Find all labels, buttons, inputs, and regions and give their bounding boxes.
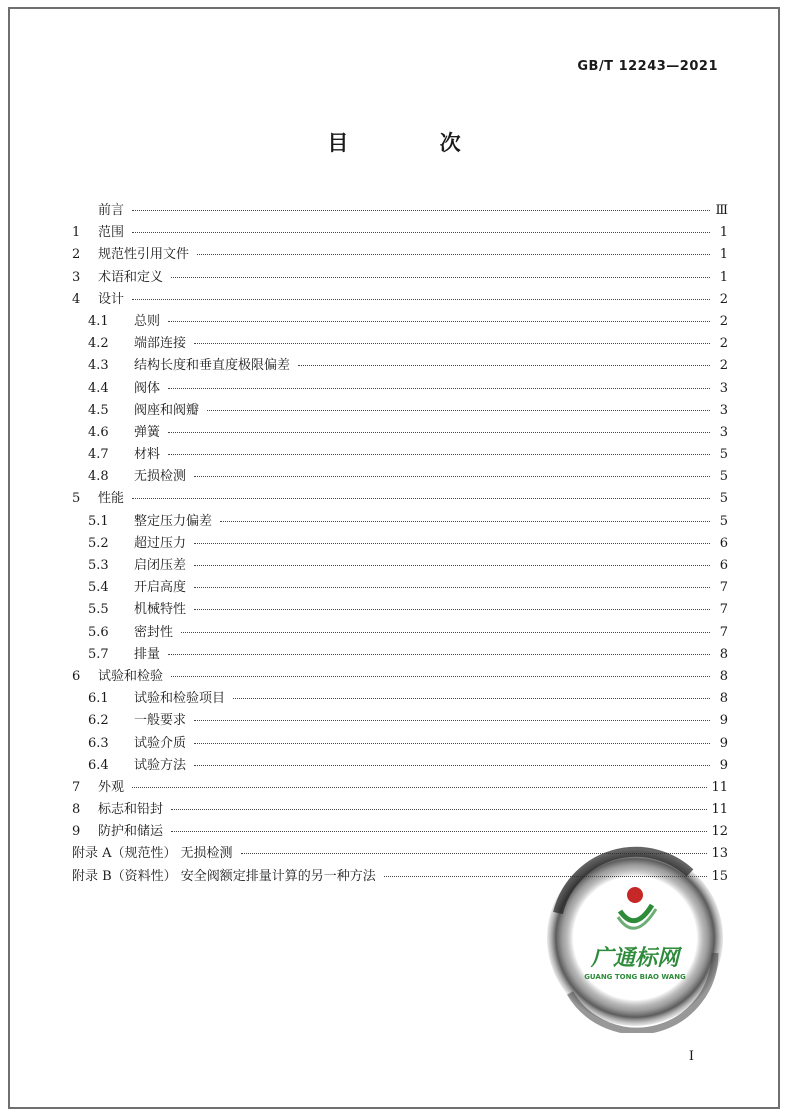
toc-entry-page: 5 bbox=[719, 491, 728, 507]
toc-entry-number: 5.7 bbox=[88, 646, 109, 662]
page-number: I bbox=[688, 1049, 694, 1064]
toc-entry[interactable] bbox=[72, 243, 728, 265]
toc-entry-page: 8 bbox=[719, 646, 728, 662]
toc-entry[interactable] bbox=[72, 643, 728, 665]
toc-dot-leader bbox=[132, 232, 710, 233]
toc-entry-number: 4 bbox=[72, 291, 81, 307]
toc-entry[interactable] bbox=[72, 732, 728, 754]
toc-entry[interactable] bbox=[72, 421, 728, 443]
toc-entry[interactable] bbox=[72, 665, 728, 687]
toc-entry-number: 4.1 bbox=[88, 313, 109, 329]
toc-dot-leader bbox=[168, 321, 710, 322]
toc-entry-number: 5.5 bbox=[88, 602, 109, 618]
watermark-stamp-logo bbox=[540, 843, 730, 1033]
toc-entry-page: 3 bbox=[719, 380, 728, 396]
toc-entry-title: 弹簧 bbox=[134, 424, 161, 440]
toc-entry[interactable] bbox=[72, 487, 728, 509]
toc-entry-title: 试验和检验 bbox=[98, 668, 164, 684]
toc-entry-title: 超过压力 bbox=[134, 535, 187, 551]
toc-entry-page: 2 bbox=[719, 336, 728, 352]
toc-entry-title: 试验和检验项目 bbox=[134, 691, 226, 707]
toc-entry-title: 前言 bbox=[98, 203, 125, 218]
toc-entry[interactable] bbox=[72, 576, 728, 598]
toc-entry-number: 5 bbox=[72, 491, 81, 507]
toc-entry-number: 4.4 bbox=[88, 380, 109, 396]
toc-entry-page: 2 bbox=[719, 313, 728, 329]
toc-entry-page: 9 bbox=[719, 757, 728, 773]
toc-entry-number: 4.8 bbox=[88, 469, 109, 485]
toc-entry-page: 2 bbox=[719, 358, 728, 374]
toc-entry-page: 3 bbox=[719, 424, 728, 440]
toc-entry-title: 机械特性 bbox=[134, 602, 187, 618]
toc-entry-title: 无损检测 bbox=[180, 846, 233, 862]
toc-entry[interactable] bbox=[72, 221, 728, 243]
toc-entry-title: 开启高度 bbox=[134, 580, 187, 596]
toc-entry-page: 5 bbox=[719, 513, 728, 529]
toc-entry-number: 6.1 bbox=[88, 691, 109, 707]
toc-dot-leader bbox=[194, 343, 710, 344]
toc-entry-page: 8 bbox=[719, 668, 728, 684]
toc-entry-number: 4.6 bbox=[88, 424, 109, 440]
toc-entry-page: 6 bbox=[719, 535, 728, 551]
toc-entry-title: 外观 bbox=[98, 779, 125, 795]
toc-entry-title: 总则 bbox=[134, 313, 161, 329]
toc-dot-leader bbox=[132, 498, 710, 499]
toc-entry-number: 1 bbox=[72, 225, 81, 241]
toc-entry-page: 7 bbox=[719, 624, 728, 640]
toc-dot-leader bbox=[220, 521, 710, 522]
toc-entry-page: 12 bbox=[711, 824, 728, 840]
toc-entry-page: 1 bbox=[719, 225, 728, 241]
toc-entry-number: 8 bbox=[72, 802, 81, 818]
toc-entry-number: 9 bbox=[72, 824, 81, 840]
toc-entry[interactable] bbox=[72, 687, 728, 709]
toc-dot-leader bbox=[171, 676, 710, 677]
toc-entry-number: 5.3 bbox=[88, 558, 109, 573]
toc-entry-page: 11 bbox=[711, 802, 728, 818]
toc-entry[interactable] bbox=[72, 754, 728, 776]
toc-entry-title: 标志和铅封 bbox=[98, 802, 164, 818]
toc-dot-leader bbox=[168, 432, 710, 433]
toc-dot-leader bbox=[194, 743, 710, 744]
toc-entry-page: Ⅲ bbox=[715, 203, 728, 218]
toc-entry[interactable] bbox=[72, 510, 728, 532]
toc-entry-number: 5.2 bbox=[88, 535, 109, 551]
toc-entry-title: 排量 bbox=[134, 646, 161, 662]
toc-entry-title: 试验介质 bbox=[134, 735, 187, 751]
toc-dot-leader bbox=[194, 543, 710, 544]
toc-entry-title: 防护和储运 bbox=[98, 824, 164, 840]
toc-entry[interactable] bbox=[72, 709, 728, 731]
toc-entry-title: 试验方法 bbox=[134, 757, 187, 773]
toc-entry-page: 6 bbox=[719, 558, 728, 573]
toc-entry[interactable] bbox=[72, 266, 728, 288]
toc-entry-number: 4.3 bbox=[88, 358, 109, 374]
toc-dot-leader bbox=[194, 476, 710, 477]
toc-entry-number: 5.6 bbox=[88, 624, 109, 640]
toc-entry-number: 5.1 bbox=[88, 513, 109, 529]
toc-dot-leader bbox=[194, 765, 710, 766]
toc-entry[interactable] bbox=[72, 798, 728, 820]
toc-entry[interactable] bbox=[72, 199, 728, 221]
toc-entry-number: 7 bbox=[72, 779, 81, 795]
toc-entry-title: 性能 bbox=[98, 491, 125, 507]
toc-entry-page: 11 bbox=[711, 779, 728, 795]
toc-entry-number: 4.2 bbox=[88, 336, 109, 352]
toc-dot-leader bbox=[197, 254, 710, 255]
toc-entry-title: 材料 bbox=[134, 447, 161, 463]
toc-entry-title: 范围 bbox=[98, 225, 125, 241]
toc-entry[interactable] bbox=[72, 820, 728, 842]
toc-entry-number: 6.2 bbox=[88, 713, 109, 729]
toc-entry-title: 端部连接 bbox=[134, 336, 187, 352]
toc-entry[interactable] bbox=[72, 554, 728, 576]
toc-entry-page: 3 bbox=[719, 402, 728, 418]
toc-dot-leader bbox=[194, 609, 710, 610]
toc-entry-number: 2 bbox=[72, 247, 81, 263]
toc-entry-page: 9 bbox=[719, 735, 728, 751]
toc-dot-leader bbox=[233, 698, 710, 699]
toc-entry-number: 5.4 bbox=[88, 580, 109, 596]
toc-entry-page: 7 bbox=[719, 602, 728, 618]
toc-entry-title: 阀座和阀瓣 bbox=[134, 402, 200, 418]
toc-dot-leader bbox=[171, 831, 707, 832]
toc-dot-leader bbox=[168, 454, 710, 455]
toc-entry-page: 8 bbox=[719, 691, 728, 707]
toc-dot-leader bbox=[181, 632, 710, 633]
toc-entry[interactable] bbox=[72, 532, 728, 554]
toc-entry-page: 7 bbox=[719, 580, 728, 596]
toc-entry[interactable] bbox=[72, 465, 728, 487]
table-of-contents bbox=[72, 199, 728, 887]
toc-dot-leader bbox=[194, 720, 710, 721]
toc-entry-title: 安全阀额定排量计算的另一种方法 bbox=[180, 868, 376, 884]
toc-dot-leader bbox=[132, 787, 707, 788]
toc-entry[interactable] bbox=[72, 354, 728, 376]
toc-entry-number: 6.4 bbox=[88, 757, 109, 773]
toc-entry[interactable] bbox=[72, 443, 728, 465]
toc-entry-title: 启闭压差 bbox=[134, 558, 187, 573]
toc-dot-leader bbox=[194, 565, 710, 566]
toc-entry-page: 1 bbox=[719, 269, 728, 285]
toc-entry[interactable] bbox=[72, 621, 728, 643]
toc-dot-leader bbox=[132, 210, 710, 211]
toc-entry[interactable] bbox=[72, 332, 728, 354]
toc-entry-number: 附录 A（规范性） bbox=[72, 846, 177, 862]
toc-entry-page: 13 bbox=[711, 846, 728, 862]
toc-entry[interactable] bbox=[72, 288, 728, 310]
watermark-name-en: GUANG TONG BIAO WANG bbox=[584, 973, 686, 981]
toc-entry-page: 15 bbox=[711, 868, 728, 884]
toc-entry-title: 设计 bbox=[98, 291, 125, 307]
toc-entry-title: 整定压力偏差 bbox=[134, 513, 213, 529]
toc-dot-leader bbox=[298, 365, 710, 366]
toc-entry-title: 结构长度和垂直度极限偏差 bbox=[134, 358, 291, 374]
watermark-name-cn: 广通标网 bbox=[590, 946, 680, 971]
page-title: 目 次 bbox=[327, 130, 503, 155]
toc-entry[interactable] bbox=[72, 377, 728, 399]
toc-entry-number: 4.5 bbox=[88, 402, 109, 418]
toc-entry-title: 无损检测 bbox=[134, 469, 187, 485]
toc-entry-page: 2 bbox=[719, 291, 728, 307]
toc-entry-page: 5 bbox=[719, 447, 728, 463]
toc-entry-number: 4.7 bbox=[88, 447, 109, 463]
toc-dot-leader bbox=[168, 388, 710, 389]
toc-entry-page: 1 bbox=[719, 247, 728, 263]
toc-entry[interactable] bbox=[72, 776, 728, 798]
toc-entry-number: 6 bbox=[72, 668, 81, 684]
standard-code: GB/T 12243—2021 bbox=[577, 59, 718, 74]
toc-entry-number: 6.3 bbox=[88, 735, 109, 751]
toc-dot-leader bbox=[171, 809, 707, 810]
toc-dot-leader bbox=[207, 410, 710, 411]
toc-entry-title: 规范性引用文件 bbox=[98, 247, 190, 263]
toc-dot-leader bbox=[171, 277, 710, 278]
toc-dot-leader bbox=[168, 654, 710, 655]
toc-entry[interactable] bbox=[72, 598, 728, 620]
toc-entry[interactable] bbox=[72, 310, 728, 332]
toc-entry[interactable] bbox=[72, 399, 728, 421]
toc-entry-number: 3 bbox=[72, 269, 81, 285]
toc-dot-leader bbox=[194, 587, 710, 588]
toc-entry-page: 9 bbox=[719, 713, 728, 729]
toc-entry-title: 术语和定义 bbox=[98, 269, 164, 285]
toc-dot-leader bbox=[132, 299, 710, 300]
toc-entry-page: 5 bbox=[719, 469, 728, 485]
toc-entry-number: 附录 B（资料性） bbox=[72, 868, 177, 884]
toc-entry-title: 一般要求 bbox=[134, 713, 187, 729]
toc-entry-title: 密封性 bbox=[134, 624, 174, 640]
toc-entry-title: 阀体 bbox=[134, 380, 161, 396]
